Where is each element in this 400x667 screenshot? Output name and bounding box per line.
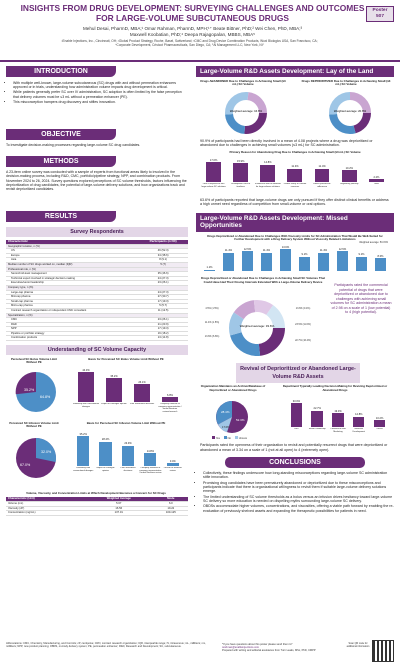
bar-value-label: 11.4% bbox=[319, 249, 328, 253]
table-cell: Professional role, n (%) bbox=[6, 267, 138, 272]
reason-chart bbox=[200, 156, 390, 194]
legend-label: No bbox=[227, 437, 231, 441]
conclusions-heading: CONCLUSIONS bbox=[225, 457, 365, 468]
revival-heading: Revival of Deprioritized or Abandoned Large-Volume R&D Assets bbox=[236, 363, 360, 383]
bar bbox=[280, 249, 290, 271]
bar-value-label: 23.9% bbox=[124, 442, 132, 446]
bar bbox=[78, 372, 93, 402]
poster-number: 507 bbox=[375, 14, 384, 19]
deprioritized-pie-title: Drugs DEPRIORITIZED Due to Challenges in Achieving Small (≤3 mL) SC Volume bbox=[301, 79, 391, 87]
bar-category-label: Patient safety or comfort concerns bbox=[283, 183, 307, 188]
poster-label: Poster bbox=[372, 8, 388, 13]
conclusion-bullet: • The limited understanding of SC volume thresholds as a bolus versus an infusion drives hesitancy toward large-volume SC delivery so more education is needed on dispelling myths surrounding large-volume SC delivery. bbox=[203, 495, 394, 504]
pie2-title: Perceived SC Infusion Volume Limit Without PE bbox=[9, 421, 59, 429]
pie1-chart bbox=[14, 370, 58, 414]
bar-category-label: Lack of experience with large-volume SC solutions bbox=[201, 183, 226, 188]
footer-note: Prepared with writing and editorial assistance from Turn Leaks, MSc, PhD, CMPP bbox=[222, 649, 316, 653]
bar-category-label: Regulatory pathway bbox=[340, 183, 359, 185]
objective-heading: OBJECTIVE bbox=[6, 129, 116, 140]
bar-value-label: 22.7% bbox=[313, 407, 321, 411]
bar-value-label: 11.4% bbox=[318, 165, 326, 169]
pie-label: 11.4% (1.5%) bbox=[204, 321, 220, 325]
bar-value-label: 35.2% bbox=[79, 432, 87, 436]
table-cell: CMC bbox=[6, 318, 138, 323]
bar bbox=[261, 253, 271, 271]
introduction-list bbox=[6, 81, 188, 123]
table-header: Characteristic (Unit) bbox=[6, 497, 84, 501]
authors-line-2: Maxwell Koobatian, PhD;⁴ Deepa Rajagopalan, MBBS, MBA⁵ bbox=[129, 31, 256, 37]
bar bbox=[260, 165, 275, 182]
landscape-heading: Large-Volume R&D Assets Development: Lay of the Land bbox=[196, 66, 394, 77]
table-cell: Specialization, n (%) bbox=[6, 313, 138, 318]
footer-notes bbox=[222, 643, 342, 653]
pie-legend bbox=[212, 436, 247, 440]
bar bbox=[375, 258, 385, 271]
department-chart bbox=[286, 397, 390, 439]
survey-table bbox=[6, 240, 188, 341]
bar-category-label: Expert or colleague opinion bbox=[96, 467, 115, 472]
revival-text: Participants rated the openness of their organization to revisit and potentially resurrect drugs that were deprioritized or abandoned a mean of 3.34 on a scale of 1 (not at all open) to 4 (extremely open). bbox=[200, 443, 388, 452]
bar2-title: Basis for Perceived SC Infusion Volume Limit Without PE bbox=[86, 421, 166, 426]
legend-item bbox=[224, 436, 231, 440]
table-cell: Large-cap pharma bbox=[6, 290, 138, 295]
bar-value-label: 3.4% bbox=[169, 459, 176, 463]
interval-donut bbox=[226, 297, 288, 359]
table-cell: Concentration (mg/mL) bbox=[6, 511, 84, 516]
conclusion-bullet: • Collectively, these findings underscore how long-standing misconceptions regarding large-volume SC administration stifle innovation. bbox=[203, 471, 394, 480]
bar-value-label: 14.8% bbox=[146, 449, 155, 453]
contact-email[interactable]: orahman@enableinjections.com bbox=[222, 646, 260, 650]
pie1-title: Perceived SC Bolus Volume Limit Without PE bbox=[10, 357, 58, 365]
intro-bullet: • This misconception hampers drug discovery and stifles innovation. bbox=[13, 100, 188, 104]
table-cell: NPP bbox=[6, 327, 138, 332]
bar-category-label: Expert or colleague opinion bbox=[101, 403, 127, 406]
bar-value-label: 11.4% bbox=[262, 249, 271, 253]
bar-value-label: 13.6% bbox=[281, 245, 290, 249]
table-cell: 27 (30.7) bbox=[138, 295, 188, 300]
table-cell: 23 (26.1) bbox=[138, 281, 188, 286]
table-row bbox=[6, 336, 188, 341]
pie-label: 28.4% bbox=[221, 410, 230, 415]
viscosity-chart bbox=[200, 245, 390, 275]
abandoned-pie-title: Drugs ABANDONED Due to Challenges in Achieving Small (≤3 mL) SC Volume bbox=[200, 79, 286, 87]
bar bbox=[99, 442, 111, 466]
table-cell: 23 (26.1) bbox=[138, 318, 188, 323]
pie-label: 17.0% bbox=[222, 426, 230, 430]
donut-center-label: Weighted average: 33.6% bbox=[239, 324, 275, 329]
conclusions-list bbox=[196, 471, 394, 513]
deprioritized-donut bbox=[328, 91, 372, 135]
table-cell: 11 (12.5) bbox=[138, 308, 188, 313]
table-cell: 17 (19.3) bbox=[138, 327, 188, 332]
table-cell: Asia bbox=[6, 258, 138, 263]
bar-value-label: 26.1% bbox=[138, 380, 146, 384]
limits-table-title: Volume, Viscosity, and Concentration Limits at Which Development Becomes a Concern for SC Drugs bbox=[26, 491, 166, 496]
intro-bullet: • While patients generally prefer SC over IV administration, SC adoption is often limited by the false perception that delivery volumes must be ≤3 mL without a permeation enhancer (PE). bbox=[13, 90, 188, 99]
authors bbox=[20, 26, 365, 37]
conclusion-bullet: • OBDSs accommodate higher volumes, concentrations, and viscosities, offering a viable path forward by enabling the re-evaluation of previously shelved assets and expanding the therapeutic possibilities for patients in need. bbox=[203, 504, 394, 513]
bar bbox=[167, 463, 179, 466]
legend-label: Yes bbox=[215, 437, 220, 441]
bar bbox=[291, 403, 302, 427]
table-cell: Small-cap pharma bbox=[6, 299, 138, 304]
bar-value-label: 12.5% bbox=[338, 247, 347, 251]
bar bbox=[287, 169, 302, 182]
bar-value-label: 14.8% bbox=[355, 413, 363, 417]
limits-table bbox=[6, 497, 188, 515]
pie1-label-a: 35.2% bbox=[24, 388, 35, 393]
department-chart-title: Department Typically Leading Decision-Making for Reviving Deprioritized or Abandoned Drugs bbox=[282, 384, 388, 392]
poster-title: INSIGHTS FROM DRUG DEVELOPMENT: SURVEYING CHALLENGES AND OUTCOMES FOR LARGE-VOLUME SUBCUTANEOUS DRUGS bbox=[20, 3, 365, 23]
table-cell: 16 (18.2) bbox=[138, 331, 188, 336]
landscape-stat-1: 90.9% of participants had been directly involved in a mean of 4.08 projects where a drug was deprioritized or abandoned due to challenges in achieving small volumes (≤3 mL) for SC administration. bbox=[200, 139, 373, 148]
bar-value-label: 1.1% bbox=[206, 266, 213, 270]
bar bbox=[342, 170, 357, 182]
footer-note: *If you have questions about this poster please send them to* bbox=[222, 643, 293, 646]
table-cell: 17 (19.3) bbox=[138, 299, 188, 304]
table-cell: Median number of SC drugs worked on, median (IQR) bbox=[6, 262, 138, 267]
bar bbox=[144, 453, 156, 466]
table-cell: Company type, n (%) bbox=[6, 285, 138, 290]
legend-item bbox=[235, 436, 247, 440]
bar-category-label: Business Development bbox=[352, 428, 365, 433]
interval-section bbox=[196, 277, 394, 359]
affiliations bbox=[12, 39, 367, 47]
bar-category-label: Patient preference / adherence bbox=[313, 183, 332, 188]
landscape-stat-2: 63.6% of participants reported that large-volume drugs are only pursued if they offer distinct clinical benefits or address a high unmet need regardless of competition from small-volume or oral options. bbox=[200, 198, 389, 207]
bar-value-label: 10.2% bbox=[345, 166, 353, 170]
affiliation-line-1: ¹Enable Injections, Inc., Cincinnati, OH; ²Global Product Strategy, Roche, Basel, Switzerland; ³CMC and Drug Device Combination Products, Wuxi Biologics USA, San Francisco, CA; bbox=[61, 39, 318, 43]
table-cell: 5.67 bbox=[84, 502, 154, 507]
pie-label: 13.6% (6.6%) bbox=[204, 335, 220, 339]
qr-code[interactable] bbox=[372, 640, 394, 662]
archive-pie bbox=[214, 399, 250, 435]
bar bbox=[223, 253, 233, 271]
bar bbox=[233, 163, 248, 182]
bar2-chart bbox=[72, 430, 184, 478]
bar-value-label: 14.8% bbox=[264, 161, 272, 165]
bar-value-label: 15.9% bbox=[237, 159, 245, 163]
bar bbox=[134, 384, 149, 402]
bar-value-label: 19.3% bbox=[334, 409, 342, 413]
bar bbox=[162, 397, 177, 402]
bar bbox=[77, 436, 89, 466]
conclusion-bullet: • Promising drug candidates have been prematurely abandoned or deprioritized due to these misconceptions and participants indicate that there is organizational willingness to revisit them if suitable large-volume delivery solutions emerge. bbox=[203, 481, 394, 494]
bar bbox=[299, 257, 309, 272]
table-cell: Technical expert involved in strategic decision-making bbox=[6, 276, 138, 281]
abbreviations: Abbreviations: CMC, Chemistry, Manufacturing, and Controls; cP, centipoise; CRO, contract research organization; IQR, interquartile range; IV, intravenous; mL, milliliters; mL, milliliters; NPP, new product planning; OBDS, on-body delivery system; PE, permeation enhancer; R&D, Research and Development; SC, subcutaneous. bbox=[6, 642, 206, 649]
pie-label: 4.5% (1.5%) bbox=[205, 307, 219, 311]
bar-value-label: 17.0% bbox=[209, 158, 218, 162]
bar bbox=[318, 253, 328, 271]
table-cell: Micro-cap pharma bbox=[6, 304, 138, 309]
landscape-pies bbox=[196, 77, 394, 139]
bar bbox=[332, 413, 343, 427]
table-header: Participants (n=60) bbox=[138, 240, 188, 244]
donut-center-label: Weighted average: 16.8% bbox=[229, 109, 263, 113]
bar-category-label: Senior Leadership bbox=[308, 428, 326, 431]
table-cell: 5 (7) bbox=[138, 262, 188, 267]
bar-category-label: Familiarity with conventional dosages bbox=[73, 403, 99, 408]
legend-label: Unsure bbox=[238, 437, 248, 441]
table-cell: Executive/senior leadership bbox=[6, 281, 138, 286]
table-cell: 24 (27.3) bbox=[138, 276, 188, 281]
capacity-heading: Understanding of SC Volume Capacity bbox=[6, 345, 188, 355]
capacity-charts bbox=[6, 356, 188, 486]
table-header: Mode bbox=[154, 497, 188, 501]
bar-value-label: 12.5% bbox=[243, 247, 252, 251]
methods-text: A 23-item online survey was conducted with a sample of experts from functional areas likely to involved in the decision-making process, including R&D, CMC, portfolio/pipeline strategy, NPP, and combination products. From November 2024 to 26, 2024. Survey questions explored perceptions of SC volume thresholds, factors influencing the deprioritization of drug candidates, the potential of large-volume delivery solutions, and how organizations track and revisit deprioritized candidates. bbox=[6, 170, 187, 192]
table-cell: Contract research organization or independent CMC consultant bbox=[6, 308, 138, 313]
bar bbox=[106, 378, 121, 402]
qr-caption: Scan QR code for additional information bbox=[346, 642, 370, 648]
pie2-label-b: 67.0% bbox=[20, 463, 31, 468]
pie1-label-b: 64.8% bbox=[40, 395, 51, 400]
introduction-heading: INTRODUCTION bbox=[6, 66, 116, 77]
pie-label: 22.7% (16.4%) bbox=[295, 339, 311, 343]
viscosity-note: Weighted average: 50.15% bbox=[359, 241, 388, 245]
table-cell: 100-125 bbox=[154, 511, 188, 516]
bar-value-label: 6.8% bbox=[167, 393, 173, 397]
pie-label: 52.3% bbox=[236, 418, 245, 423]
pie2-chart bbox=[14, 436, 58, 480]
bar-category-label: Company rationale or company representative / formal literature review/research bbox=[158, 403, 182, 413]
pie2-label-a: 32.0% bbox=[41, 450, 52, 455]
table-cell: US bbox=[6, 249, 138, 254]
bar-value-label: 44.3% bbox=[82, 368, 90, 372]
bar-category-label: R&D bbox=[294, 428, 299, 431]
donut-center-label: Weighted average: 20.8% bbox=[333, 109, 367, 113]
missed-heading: Large-Volume R&D Assets Development: Missed Opportunities bbox=[196, 213, 394, 232]
bar-value-label: 11.4% bbox=[224, 249, 233, 253]
table-cell: Europe bbox=[6, 253, 138, 258]
bar-value-label: 9.1% bbox=[301, 253, 308, 257]
table-cell: 137.01 bbox=[84, 511, 154, 516]
revival-heading-wrap bbox=[196, 363, 394, 383]
table-cell: 24 (27.3) bbox=[138, 290, 188, 295]
authors-line-1: Mehul Desai, PharmD, MBA;¹ Omar Rahman, PharmD, MPH;¹⁺ Beate Bittner, PhD;² Wei Chen, PhD, MBA;³ bbox=[82, 26, 303, 31]
bar-category-label: Insufficient data on demand for large-volume solutions bbox=[255, 183, 281, 188]
objective-text: To investigate decision-making processes regarding large-volume SC drug candidates. bbox=[6, 143, 141, 147]
reason-chart-title: Primary Reason for Abandoning Drug Due to Challenges in Achieving Small (≤3 mL) SC Volume bbox=[229, 149, 361, 154]
table-cell: Combination products bbox=[6, 336, 138, 341]
methods-heading: METHODS bbox=[6, 156, 116, 167]
bar-value-label: 28.4% bbox=[101, 438, 110, 442]
revival-charts bbox=[196, 385, 394, 441]
bar bbox=[242, 251, 252, 271]
bar-category-label: Others bbox=[376, 428, 383, 431]
table-cell: 8 (9.1) bbox=[138, 258, 188, 263]
results-heading: RESULTS bbox=[6, 211, 116, 222]
bar-value-label: 8.0% bbox=[377, 254, 384, 258]
table-cell: 16.56 bbox=[84, 506, 154, 511]
pie-label: 13.6% (0.1%) bbox=[295, 307, 311, 311]
table-cell: R&D bbox=[6, 322, 138, 327]
table-header: Weighted Average bbox=[84, 497, 154, 501]
bar bbox=[356, 257, 366, 272]
interval-pie-title: Drugs Deprioritized or Abandoned Due to Challenges in Achieving Small SC Volumes That Could Have Had Their Dosing Intervals Extended With a Large-Volume Delivery Device bbox=[201, 276, 325, 284]
bar bbox=[206, 162, 221, 182]
bar-category-label: Lecture or literature review bbox=[163, 467, 182, 472]
left-column bbox=[6, 66, 188, 516]
bar bbox=[374, 420, 385, 427]
bar1-chart bbox=[72, 366, 184, 414]
bar-value-label: 33.0% bbox=[292, 399, 301, 403]
table-header: Characteristic bbox=[6, 240, 138, 244]
intro-bullet: • With multiple well-known, large-volume subcutaneous (SC) drugs with and without permeation enhancers approved or in trials, understanding how administration volume impacts drug development is critical. bbox=[13, 81, 188, 90]
bar-value-label: 11.4% bbox=[291, 165, 299, 169]
commercial-potential-text: Participants rated the commercial potential of drugs that were deprioritized or abandoned due to challenges with achieving small volumes for SC administration a mean of 2.98 on a scale of 1 (low potential) to 4 (high potential). bbox=[330, 283, 392, 315]
table-cell: 34 (38.6) bbox=[138, 253, 188, 258]
table-row bbox=[6, 511, 188, 516]
table-cell: 21 (23.9) bbox=[138, 322, 188, 327]
bar-category-label: Familiarity with conventional dosages bbox=[73, 467, 94, 472]
bar-category-label: Other bbox=[373, 183, 380, 185]
poster-number-badge bbox=[366, 6, 394, 22]
table-cell: Senior/mid-level management bbox=[6, 272, 138, 277]
table-cell: Geographic location, n (%) bbox=[6, 244, 138, 249]
table-cell: 19.22 bbox=[154, 506, 188, 511]
table-cell: Mid-cap pharma bbox=[6, 295, 138, 300]
bar bbox=[315, 169, 330, 182]
legend-item bbox=[212, 436, 220, 440]
bar1-title: Basis for Perceived SC Bolus Volume Limit Without PE bbox=[88, 357, 164, 362]
table-cell: 46 (52.3) bbox=[138, 249, 188, 254]
bar-value-label: 35.2% bbox=[110, 374, 118, 378]
table-cell: 5 (5.7) bbox=[138, 304, 188, 309]
bar bbox=[369, 179, 384, 182]
bar bbox=[204, 270, 214, 272]
table-cell: Pipeline or portfolio strategy bbox=[6, 331, 138, 336]
pie-label: 23.5% (11.6%) bbox=[295, 323, 311, 327]
table-cell: 13 (14.8) bbox=[138, 336, 188, 341]
bar-value-label: 2.2% bbox=[373, 175, 380, 179]
bar bbox=[122, 446, 134, 466]
viscosity-chart-title: Drugs Deprioritized or Abandoned Due to Challenges With Viscosity Limits for SC Administration That Would Be Well-Suited for Further Development with a Drug Delivery System Without Viscosity Related Limitations bbox=[207, 233, 383, 241]
bar bbox=[337, 251, 347, 271]
bar-category-label: Company rationale or company representative / formal literature review bbox=[139, 467, 162, 475]
table-cell: Volume (mL) bbox=[6, 502, 84, 507]
bar-value-label: 9.1% bbox=[358, 253, 365, 257]
table-cell: Viscosity (cP) bbox=[6, 506, 84, 511]
bar-category-label: Prior investment decisions bbox=[129, 403, 155, 406]
bar bbox=[311, 411, 322, 428]
survey-heading: Survey Respondents bbox=[6, 227, 188, 237]
archive-pie-title: Organization Maintains an Archive/Database of Deprioritized or Abandoned Drugs bbox=[200, 384, 266, 392]
poster-header bbox=[0, 0, 400, 62]
bar-category-label: Commercial and Marketing bbox=[330, 428, 346, 433]
right-column bbox=[196, 66, 394, 514]
bar-category-label: Development cost or timelines bbox=[231, 183, 251, 188]
bar-category-label: Prior investment decisions bbox=[120, 467, 136, 472]
bar-value-label: 10.2% bbox=[375, 416, 384, 420]
table-cell: 6.0 bbox=[154, 502, 188, 507]
bar bbox=[353, 417, 364, 428]
table-cell: 35 (46.6) bbox=[138, 272, 188, 277]
abandoned-donut bbox=[224, 91, 268, 135]
affiliation-line-2: ⁴Corporate Development, Cristcot Pharmaceuticals, San Diego, CA; ⁵Al Management LLC, New York, NY bbox=[115, 43, 264, 47]
